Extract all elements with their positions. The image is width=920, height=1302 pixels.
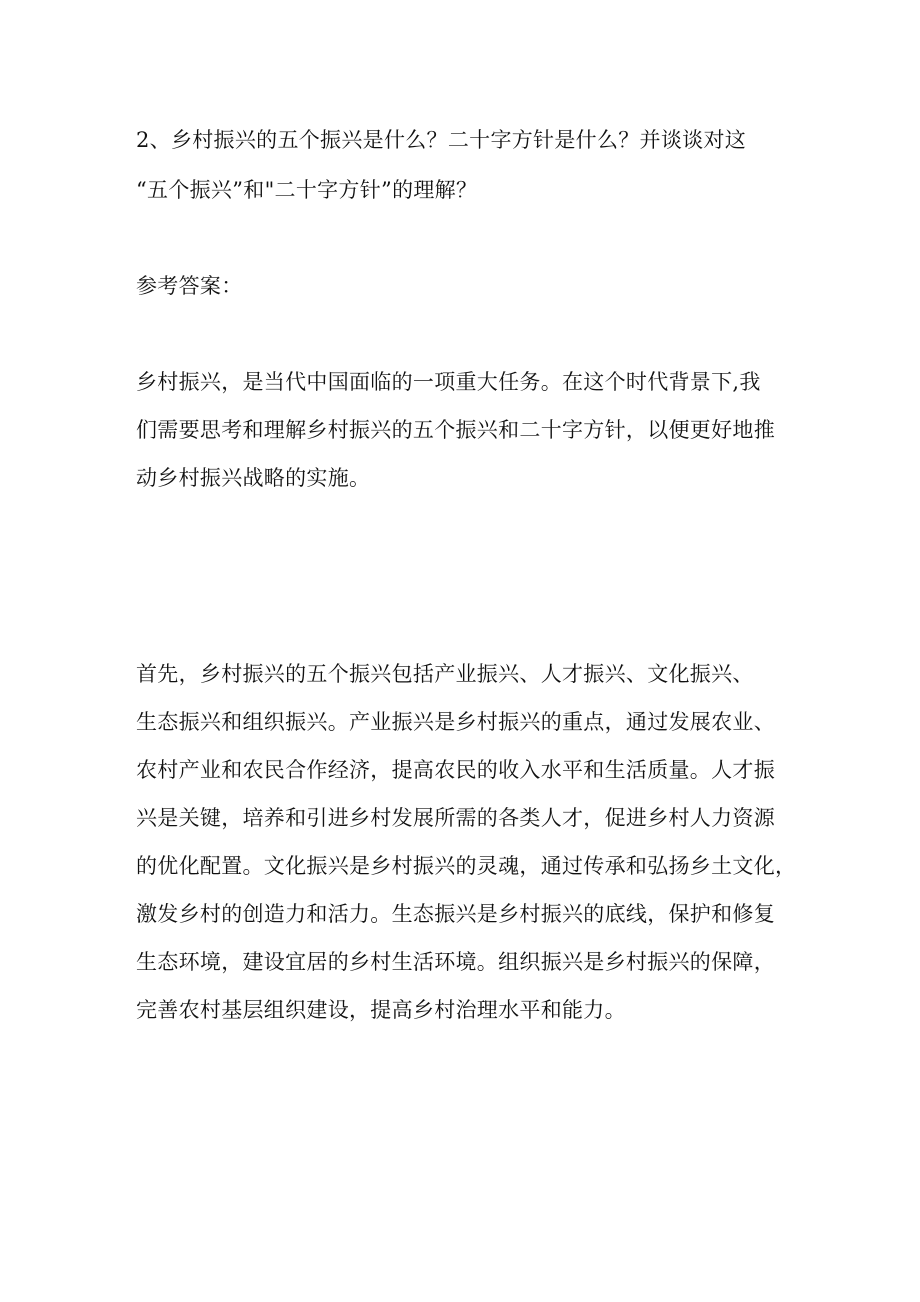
question-line: “五个振兴”和"二十字方针”的理解？ bbox=[136, 178, 478, 202]
paragraph-line: 们需要思考和理解乡村振兴的五个振兴和二十字方针，以便更好地推 bbox=[136, 418, 775, 442]
paragraph-line: 兴是关键，培养和引进乡村发展所需的各类人才，促进乡村人力资源 bbox=[136, 806, 775, 830]
paragraph-line: 动乡村振兴战略的实施。 bbox=[136, 466, 371, 490]
paragraph-line: 的优化配置。文化振兴是乡村振兴的灵魂，通过传承和弘扬乡土文化， bbox=[136, 854, 797, 878]
paragraph-line: 生态振兴和组织振兴。产业振兴是乡村振兴的重点，通过发展农业、 bbox=[136, 710, 775, 734]
paragraph-line: 激发乡村的创造力和活力。生态振兴是乡村振兴的底线，保护和修复 bbox=[136, 902, 775, 926]
paragraph-line: 生态环境，建设宜居的乡村生活环境。组织振兴是乡村振兴的保障， bbox=[136, 950, 775, 974]
paragraph-line: 乡村振兴，是当代中国面临的一项重大任务。在这个时代背景下,我 bbox=[136, 370, 761, 394]
question-line: 2、乡村振兴的五个振兴是什么？二十字方针是什么？并谈谈对这 bbox=[136, 128, 747, 152]
paragraph-line: 首先，乡村振兴的五个振兴包括产业振兴、人才振兴、文化振兴、 bbox=[136, 662, 754, 686]
paragraph-line: 完善农村基层组织建设，提高乡村治理水平和能力。 bbox=[136, 998, 626, 1022]
paragraph-line: 农村产业和农民合作经济，提高农民的收入水平和生活质量。人才振 bbox=[136, 758, 775, 782]
answer-label: 参考答案： bbox=[136, 274, 243, 298]
